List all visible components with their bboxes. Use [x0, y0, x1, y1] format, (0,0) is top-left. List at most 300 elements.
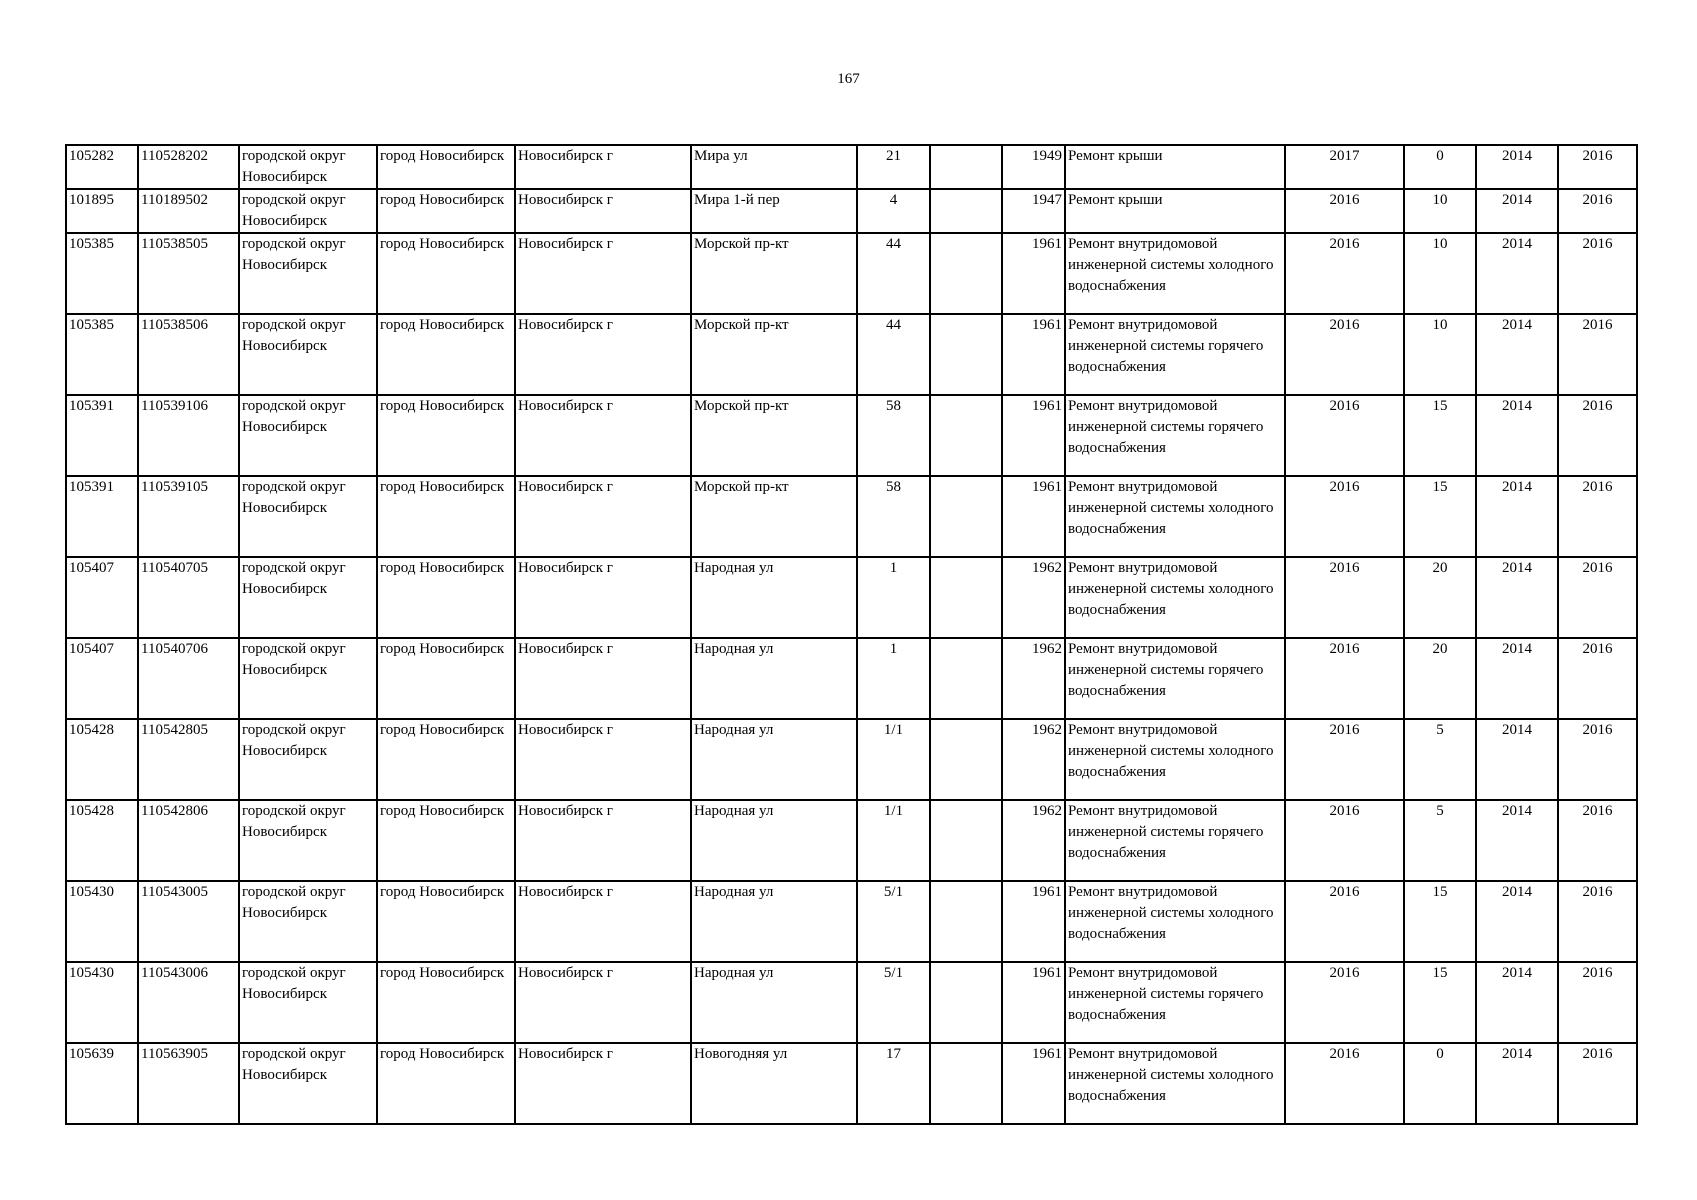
cell-district-text: городской округ Новосибирск	[242, 236, 346, 273]
cell-city-text: город Новосибирск	[380, 722, 505, 738]
cell-house-id-text: 105430	[69, 965, 114, 981]
cell-work-id	[138, 719, 239, 800]
cell-work-id-text: 110538506	[141, 317, 208, 333]
cell-year-to-text: 2016	[1582, 398, 1613, 414]
cell-house-id-text: 105407	[69, 641, 114, 657]
cell-work-type	[1065, 881, 1285, 962]
cell-city	[377, 1043, 515, 1124]
cell-year-from-text: 2014	[1502, 148, 1532, 164]
cell-street	[691, 557, 857, 638]
cell-work-type-text: Ремонт внутридомовой инженерной системы горячего водоснабжения	[1068, 641, 1264, 699]
cell-house-number-text: 44	[886, 236, 901, 252]
cell-year-to-text: 2016	[1582, 479, 1613, 495]
cell-street	[691, 638, 857, 719]
cell-city	[377, 233, 515, 314]
cell-street	[691, 1043, 857, 1124]
cell-wear-text: 5	[1436, 803, 1444, 819]
cell-settlement	[515, 145, 691, 189]
cell-year-built-text: 1962	[1032, 560, 1062, 576]
cell-city	[377, 145, 515, 189]
cell-district	[239, 395, 377, 476]
cell-year-from	[1476, 557, 1558, 638]
cell-house-id	[66, 557, 138, 638]
cell-house-number-text: 17	[886, 1046, 901, 1062]
table-row	[66, 1043, 1637, 1124]
cell-settlement-text: Новосибирск г	[518, 560, 613, 576]
cell-year-from	[1476, 233, 1558, 314]
cell-settlement	[515, 233, 691, 314]
cell-work-id	[138, 800, 239, 881]
cell-year-to	[1558, 233, 1637, 314]
cell-work-id	[138, 1043, 239, 1124]
cell-year-to	[1558, 800, 1637, 881]
cell-settlement	[515, 314, 691, 395]
cell-work-type-text: Ремонт крыши	[1068, 148, 1163, 164]
cell-city	[377, 314, 515, 395]
cell-house-id-text: 105391	[69, 479, 114, 495]
cell-settlement-text: Новосибирск г	[518, 317, 613, 333]
cell-year-built-text: 1962	[1032, 641, 1062, 657]
cell-street-text: Новогодняя ул	[694, 1046, 788, 1062]
cell-wear	[1404, 476, 1476, 557]
cell-city-text: город Новосибирск	[380, 965, 505, 981]
cell-city	[377, 395, 515, 476]
table-row	[66, 314, 1637, 395]
cell-street	[691, 881, 857, 962]
cell-year-to-text: 2016	[1582, 560, 1613, 576]
cell-house-id	[66, 800, 138, 881]
cell-work-type	[1065, 557, 1285, 638]
cell-work-id	[138, 189, 239, 233]
cell-work-id	[138, 638, 239, 719]
cell-year-to-text: 2016	[1582, 192, 1613, 208]
cell-building	[930, 1043, 1002, 1124]
table-row	[66, 395, 1637, 476]
cell-settlement-text: Новосибирск г	[518, 641, 613, 657]
cell-city	[377, 800, 515, 881]
cell-city-text: город Новосибирск	[380, 398, 505, 414]
cell-city-text: город Новосибирск	[380, 560, 505, 576]
cell-street-text: Народная ул	[694, 722, 774, 738]
cell-settlement-text: Новосибирск г	[518, 803, 613, 819]
cell-wear	[1404, 881, 1476, 962]
cell-year-built-text: 1962	[1032, 803, 1062, 819]
cell-city	[377, 962, 515, 1043]
cell-district	[239, 800, 377, 881]
cell-year-from-text: 2014	[1502, 236, 1532, 252]
cell-settlement	[515, 395, 691, 476]
cell-house-number-text: 1	[889, 641, 898, 657]
cell-year-from-text: 2014	[1502, 317, 1532, 333]
cell-settlement	[515, 881, 691, 962]
cell-year-to	[1558, 314, 1637, 395]
cell-work-id-text: 110528202	[141, 148, 208, 164]
table-row	[66, 557, 1637, 638]
cell-year-from-text: 2014	[1502, 192, 1532, 208]
cell-street-text: Народная ул	[694, 884, 774, 900]
cell-settlement	[515, 1043, 691, 1124]
cell-year-from-text: 2014	[1502, 479, 1532, 495]
cell-house-number	[857, 476, 930, 557]
cell-settlement	[515, 476, 691, 557]
cell-street-text: Морской пр-кт	[694, 479, 789, 495]
cell-work-id-text: 110540705	[141, 560, 208, 576]
cell-house-id-text: 105391	[69, 398, 114, 414]
cell-wear	[1404, 1043, 1476, 1124]
cell-district	[239, 638, 377, 719]
cell-house-number	[857, 395, 930, 476]
cell-work-type	[1065, 314, 1285, 395]
repair-register-table	[65, 144, 1638, 1125]
cell-year-to	[1558, 145, 1637, 189]
cell-district-text: городской округ Новосибирск	[242, 803, 346, 840]
cell-year-from	[1476, 189, 1558, 233]
cell-district-text: городской округ Новосибирск	[242, 398, 346, 435]
cell-work-type-text: Ремонт внутридомовой инженерной системы горячего водоснабжения	[1068, 803, 1264, 861]
cell-year-from	[1476, 1043, 1558, 1124]
cell-plan-year	[1285, 638, 1404, 719]
cell-street	[691, 476, 857, 557]
cell-plan-year-text: 2017	[1329, 148, 1360, 164]
cell-plan-year	[1285, 395, 1404, 476]
cell-work-id	[138, 476, 239, 557]
cell-year-from	[1476, 476, 1558, 557]
table-body	[66, 145, 1637, 1124]
cell-house-number	[857, 962, 930, 1043]
cell-year-built-text: 1961	[1032, 317, 1062, 333]
cell-settlement-text: Новосибирск г	[518, 236, 613, 252]
cell-wear-text: 10	[1432, 192, 1448, 208]
cell-house-number-text: 4	[889, 192, 898, 208]
cell-year-built	[1002, 145, 1065, 189]
cell-year-to	[1558, 881, 1637, 962]
cell-district-text: городской округ Новосибирск	[242, 965, 346, 1002]
cell-work-id	[138, 557, 239, 638]
cell-street-text: Морской пр-кт	[694, 236, 789, 252]
cell-house-id	[66, 476, 138, 557]
cell-house-id-text: 105385	[69, 236, 114, 252]
page-number: 167	[837, 71, 860, 87]
cell-house-number	[857, 189, 930, 233]
cell-work-type-text: Ремонт внутридомовой инженерной системы холодного водоснабжения	[1068, 479, 1274, 537]
cell-year-built-text: 1961	[1032, 965, 1062, 981]
cell-settlement	[515, 638, 691, 719]
cell-year-to-text: 2016	[1582, 317, 1613, 333]
cell-work-id-text: 110563905	[141, 1046, 208, 1062]
cell-city	[377, 557, 515, 638]
cell-year-from-text: 2014	[1502, 560, 1532, 576]
cell-work-type	[1065, 189, 1285, 233]
cell-house-id	[66, 881, 138, 962]
cell-wear-text: 15	[1432, 398, 1448, 414]
cell-district	[239, 189, 377, 233]
cell-work-type	[1065, 395, 1285, 476]
cell-district-text: городской округ Новосибирск	[242, 722, 346, 759]
cell-year-to	[1558, 189, 1637, 233]
cell-year-built	[1002, 557, 1065, 638]
cell-street-text: Мира 1-й пер	[694, 192, 780, 208]
cell-city-text: город Новосибирск	[380, 884, 505, 900]
cell-plan-year	[1285, 1043, 1404, 1124]
cell-city-text: город Новосибирск	[380, 641, 505, 657]
cell-year-built	[1002, 314, 1065, 395]
cell-plan-year-text: 2016	[1329, 479, 1360, 495]
cell-work-id	[138, 395, 239, 476]
cell-district	[239, 314, 377, 395]
cell-year-built-text: 1947	[1032, 192, 1062, 208]
table-row	[66, 233, 1637, 314]
cell-plan-year-text: 2016	[1329, 192, 1360, 208]
cell-house-id-text: 105282	[69, 148, 114, 164]
table-row	[66, 476, 1637, 557]
cell-district-text: городской округ Новосибирск	[242, 884, 346, 921]
cell-street-text: Морской пр-кт	[694, 317, 789, 333]
cell-work-type-text: Ремонт внутридомовой инженерной системы горячего водоснабжения	[1068, 317, 1264, 375]
cell-street	[691, 145, 857, 189]
cell-wear-text: 10	[1432, 236, 1448, 252]
cell-work-id-text: 110189502	[141, 192, 208, 208]
cell-street	[691, 189, 857, 233]
cell-plan-year	[1285, 962, 1404, 1043]
cell-year-to	[1558, 395, 1637, 476]
cell-year-built	[1002, 1043, 1065, 1124]
cell-house-number-text: 5/1	[883, 965, 904, 981]
cell-city	[377, 638, 515, 719]
cell-work-id	[138, 314, 239, 395]
cell-work-id-text: 110543006	[141, 965, 208, 981]
cell-city-text: город Новосибирск	[380, 236, 505, 252]
cell-year-from	[1476, 800, 1558, 881]
cell-building	[930, 145, 1002, 189]
cell-house-id	[66, 145, 138, 189]
cell-year-from-text: 2014	[1502, 803, 1532, 819]
cell-district	[239, 233, 377, 314]
cell-district-text: городской округ Новосибирск	[242, 560, 346, 597]
cell-house-number	[857, 233, 930, 314]
cell-house-id	[66, 314, 138, 395]
cell-settlement-text: Новосибирск г	[518, 722, 613, 738]
cell-year-from	[1476, 881, 1558, 962]
cell-plan-year-text: 2016	[1329, 722, 1360, 738]
cell-plan-year-text: 2016	[1329, 398, 1360, 414]
cell-street	[691, 800, 857, 881]
cell-street	[691, 314, 857, 395]
cell-street-text: Народная ул	[694, 965, 774, 981]
cell-work-type	[1065, 476, 1285, 557]
cell-house-id-text: 105428	[69, 722, 114, 738]
cell-year-built-text: 1949	[1032, 148, 1062, 164]
cell-plan-year-text: 2016	[1329, 803, 1360, 819]
cell-city-text: город Новосибирск	[380, 148, 505, 164]
cell-year-built-text: 1961	[1032, 1046, 1062, 1062]
cell-district	[239, 557, 377, 638]
cell-street-text: Народная ул	[694, 641, 774, 657]
cell-wear-text: 10	[1432, 317, 1448, 333]
cell-wear	[1404, 557, 1476, 638]
cell-work-id-text: 110542805	[141, 722, 208, 738]
cell-work-type-text: Ремонт внутридомовой инженерной системы холодного водоснабжения	[1068, 560, 1274, 618]
table-row	[66, 962, 1637, 1043]
cell-plan-year	[1285, 145, 1404, 189]
cell-year-built-text: 1962	[1032, 722, 1062, 738]
cell-year-to-text: 2016	[1582, 236, 1613, 252]
cell-plan-year	[1285, 476, 1404, 557]
cell-year-built	[1002, 719, 1065, 800]
cell-street	[691, 395, 857, 476]
cell-work-type	[1065, 233, 1285, 314]
cell-year-to	[1558, 638, 1637, 719]
cell-city	[377, 476, 515, 557]
cell-work-id-text: 110538505	[141, 236, 208, 252]
cell-settlement-text: Новосибирск г	[518, 884, 613, 900]
cell-year-from-text: 2014	[1502, 884, 1532, 900]
cell-building	[930, 962, 1002, 1043]
table-row	[66, 189, 1637, 233]
cell-work-type	[1065, 1043, 1285, 1124]
cell-plan-year-text: 2016	[1329, 317, 1360, 333]
cell-settlement-text: Новосибирск г	[518, 148, 613, 164]
cell-year-built-text: 1961	[1032, 884, 1062, 900]
cell-wear	[1404, 638, 1476, 719]
cell-building	[930, 314, 1002, 395]
cell-wear	[1404, 145, 1476, 189]
cell-house-number-text: 21	[886, 148, 901, 164]
cell-settlement-text: Новосибирск г	[518, 1046, 613, 1062]
cell-street	[691, 719, 857, 800]
cell-year-to-text: 2016	[1582, 148, 1613, 164]
cell-year-to-text: 2016	[1582, 1046, 1613, 1062]
cell-year-from	[1476, 962, 1558, 1043]
cell-year-to	[1558, 962, 1637, 1043]
cell-year-from-text: 2014	[1502, 722, 1532, 738]
cell-district	[239, 719, 377, 800]
cell-district	[239, 881, 377, 962]
cell-year-built-text: 1961	[1032, 479, 1062, 495]
cell-city-text: город Новосибирск	[380, 192, 505, 208]
cell-house-number-text: 1	[889, 560, 898, 576]
cell-building	[930, 881, 1002, 962]
table-row	[66, 638, 1637, 719]
cell-work-type-text: Ремонт внутридомовой инженерной системы холодного водоснабжения	[1068, 1046, 1274, 1104]
cell-house-id-text: 105385	[69, 317, 114, 333]
cell-year-from-text: 2014	[1502, 641, 1532, 657]
cell-city	[377, 881, 515, 962]
cell-house-number-text: 58	[886, 398, 901, 414]
cell-plan-year-text: 2016	[1329, 236, 1360, 252]
cell-settlement-text: Новосибирск г	[518, 479, 613, 495]
cell-plan-year-text: 2016	[1329, 641, 1360, 657]
cell-house-number	[857, 557, 930, 638]
cell-house-id	[66, 189, 138, 233]
cell-plan-year-text: 2016	[1329, 1046, 1360, 1062]
cell-work-type-text: Ремонт крыши	[1068, 192, 1163, 208]
cell-work-type-text: Ремонт внутридомовой инженерной системы холодного водоснабжения	[1068, 884, 1274, 942]
cell-house-number	[857, 881, 930, 962]
cell-house-number-text: 1/1	[883, 803, 904, 819]
cell-wear-text: 15	[1432, 965, 1448, 981]
cell-work-type-text: Ремонт внутридомовой инженерной системы холодного водоснабжения	[1068, 722, 1274, 780]
cell-year-built	[1002, 800, 1065, 881]
cell-year-from	[1476, 719, 1558, 800]
cell-street-text: Народная ул	[694, 560, 774, 576]
cell-district-text: городской округ Новосибирск	[242, 192, 346, 229]
cell-year-from	[1476, 314, 1558, 395]
cell-plan-year-text: 2016	[1329, 884, 1360, 900]
cell-wear-text: 20	[1432, 641, 1448, 657]
cell-settlement-text: Новосибирск г	[518, 965, 613, 981]
cell-settlement-text: Новосибирск г	[518, 398, 613, 414]
cell-plan-year	[1285, 233, 1404, 314]
cell-work-type	[1065, 800, 1285, 881]
cell-year-built	[1002, 881, 1065, 962]
cell-plan-year	[1285, 314, 1404, 395]
cell-house-number-text: 44	[886, 317, 901, 333]
cell-plan-year	[1285, 881, 1404, 962]
cell-year-from	[1476, 395, 1558, 476]
cell-city	[377, 719, 515, 800]
cell-plan-year	[1285, 800, 1404, 881]
cell-wear	[1404, 189, 1476, 233]
cell-year-from	[1476, 145, 1558, 189]
cell-year-built	[1002, 233, 1065, 314]
cell-settlement	[515, 800, 691, 881]
cell-wear-text: 0	[1436, 148, 1444, 164]
table-row	[66, 881, 1637, 962]
cell-year-from-text: 2014	[1502, 1046, 1532, 1062]
cell-year-built	[1002, 189, 1065, 233]
cell-house-id-text: 105407	[69, 560, 114, 576]
cell-plan-year	[1285, 189, 1404, 233]
cell-plan-year	[1285, 719, 1404, 800]
cell-city-text: город Новосибирск	[380, 803, 505, 819]
cell-building	[930, 719, 1002, 800]
cell-year-built-text: 1961	[1032, 236, 1062, 252]
cell-year-built	[1002, 962, 1065, 1043]
cell-wear	[1404, 719, 1476, 800]
cell-work-type-text: Ремонт внутридомовой инженерной системы горячего водоснабжения	[1068, 965, 1264, 1023]
cell-year-built	[1002, 395, 1065, 476]
cell-house-number	[857, 638, 930, 719]
cell-house-number	[857, 145, 930, 189]
cell-house-number-text: 5/1	[883, 884, 904, 900]
cell-house-id	[66, 1043, 138, 1124]
cell-plan-year-text: 2016	[1329, 965, 1360, 981]
cell-work-id-text: 110542806	[141, 803, 208, 819]
cell-house-number	[857, 800, 930, 881]
cell-settlement	[515, 719, 691, 800]
cell-work-type	[1065, 719, 1285, 800]
cell-work-type	[1065, 962, 1285, 1043]
cell-settlement-text: Новосибирск г	[518, 192, 613, 208]
cell-work-id-text: 110543005	[141, 884, 208, 900]
cell-work-id	[138, 233, 239, 314]
cell-house-id	[66, 233, 138, 314]
cell-city-text: город Новосибирск	[380, 317, 505, 333]
cell-street-text: Мира ул	[694, 148, 748, 164]
cell-house-id-text: 105639	[69, 1046, 114, 1062]
cell-building	[930, 800, 1002, 881]
cell-district	[239, 476, 377, 557]
cell-street	[691, 233, 857, 314]
cell-house-number	[857, 1043, 930, 1124]
cell-house-id	[66, 638, 138, 719]
cell-house-number-text: 1/1	[883, 722, 904, 738]
cell-year-built-text: 1961	[1032, 398, 1062, 414]
cell-year-to	[1558, 1043, 1637, 1124]
cell-year-built	[1002, 638, 1065, 719]
cell-city-text: город Новосибирск	[380, 1046, 505, 1062]
table-row	[66, 145, 1637, 189]
